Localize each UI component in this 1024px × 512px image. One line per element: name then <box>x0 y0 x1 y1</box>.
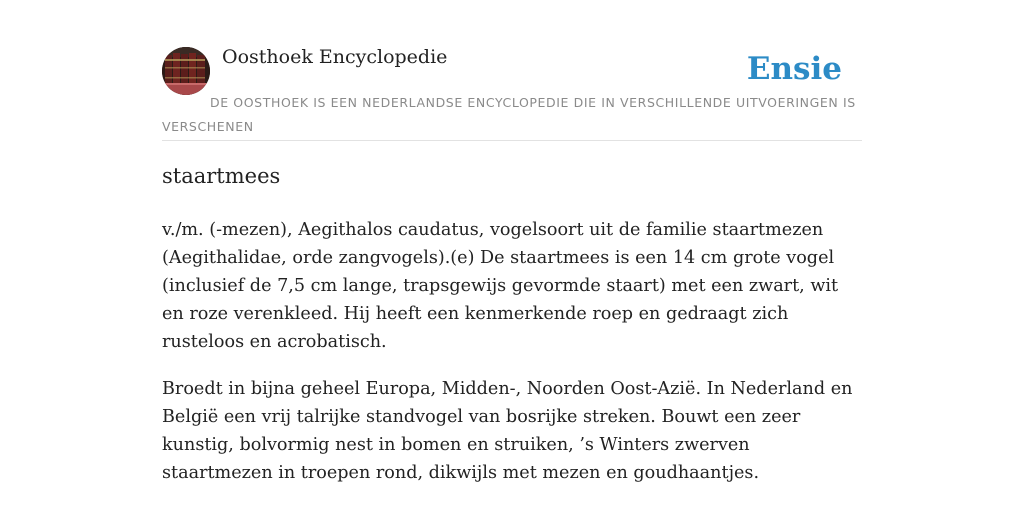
site-tagline: DE OOSTHOEK IS EEN NEDERLANDSE ENCYCLOPEDIE DIE IN VERSCHILLENDE UITVOERINGEN IS VERSCHENEN <box>162 95 856 134</box>
site-header <box>162 0 862 141</box>
page <box>162 0 862 512</box>
encyclopedia-books-icon[interactable] <box>162 47 210 95</box>
brand-logo[interactable]: Ensie <box>746 51 842 87</box>
entry-paragraph-1: v./m. (-mezen), Aegithalos caudatus, vogelsoort uit de familie staartmezen (Aegithalidae, orde zangvogels).(e) De staartmees is een 14 cm grote vogel (inclusief de 7,5 cm lange, trapsgewijs gevormde staart) met een zwart, wit en roze verenkleed. Hij heeft een kenmerkende roep en gedraagt zich rusteloos en acrobatisch. <box>162 220 839 352</box>
site-title[interactable]: Oosthoek Encyclopedie <box>222 46 448 68</box>
entry-headword: staartmees <box>162 164 281 188</box>
entry-paragraph-2: Broedt in bijna geheel Europa, Midden-, Noorden Oost-Azië. In Nederland en België een vrij talrijke standvogel van bosrijke streken. Bouwt een zeer kunstig, bolvormig nest in bomen en struiken, ’s Winters zwerven staartmezen in troepen rond, dikwijls met mezen en goudhaantjes. <box>162 379 853 483</box>
